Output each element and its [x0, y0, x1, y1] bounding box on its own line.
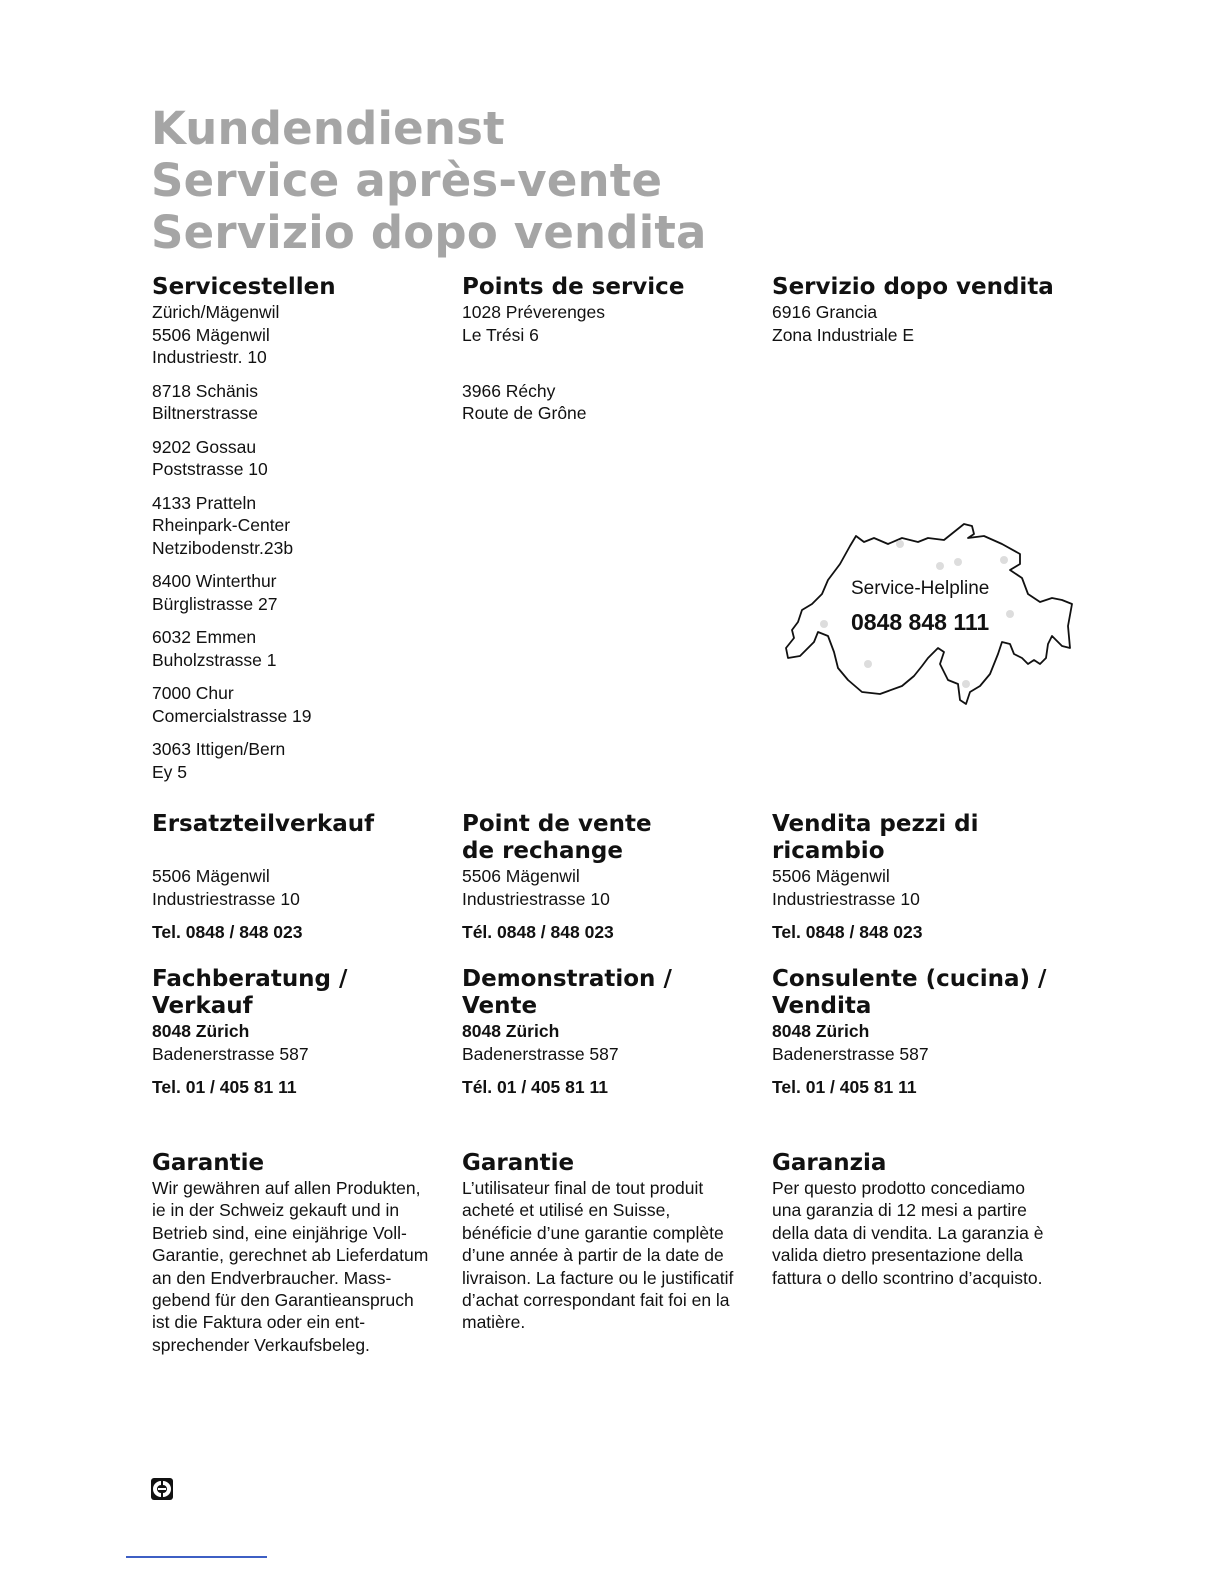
address-line: Zürich/Mägenwil — [152, 302, 280, 322]
consult-de-section — [152, 966, 452, 1099]
section-heading: Demonstration / — [462, 966, 672, 992]
parts-fr-section — [462, 811, 762, 944]
warranty-it-section — [772, 1150, 1072, 1289]
address-line: 3063 Ittigen/Bern — [152, 739, 286, 759]
section-heading: Servizio dopo vendita — [772, 274, 1054, 300]
address-block — [152, 436, 452, 481]
warranty-de-section — [152, 1150, 452, 1356]
phone-number: Tel. 01 / 405 81 11 — [772, 1077, 917, 1097]
address-line: Comercialstrasse 19 — [152, 705, 312, 726]
address-block — [152, 738, 452, 783]
section-heading: Servicestellen — [152, 274, 336, 300]
section-heading-spacer — [152, 838, 452, 865]
address-block — [462, 301, 762, 346]
address-line: Ey 5 — [152, 761, 188, 782]
service-location-dot — [864, 660, 872, 668]
phone-number: Tel. 0848 / 848 023 — [772, 922, 923, 942]
section-heading: Ersatzteilverkauf — [152, 811, 375, 837]
address-line: 6916 Grancia — [772, 302, 878, 322]
section-heading: Garantie — [462, 1150, 575, 1176]
phone-number: Tel. 01 / 405 81 11 — [152, 1077, 297, 1097]
address-block — [152, 380, 452, 425]
address-block — [772, 301, 1072, 346]
address-line: 5506 Mägenwil — [152, 866, 270, 886]
service-location-dot — [962, 680, 970, 688]
address-line: Buholzstrasse 1 — [152, 649, 277, 670]
address-line: 4133 Pratteln — [152, 492, 257, 513]
warranty-fr-section — [462, 1150, 762, 1334]
title-line-it: Servizio dopo vendita — [151, 206, 707, 259]
address-line: 9202 Gossau — [152, 436, 257, 457]
address-city: 8048 Zürich — [462, 1021, 560, 1041]
address-line: 7000 Chur — [152, 683, 234, 703]
service-location-dot — [1006, 610, 1014, 618]
section-heading: Garanzia — [772, 1150, 887, 1176]
address-line: Biltnerstrasse — [152, 403, 259, 423]
address-city: 8048 Zürich — [152, 1021, 250, 1041]
warranty-text: Per questo prodotto concediamo una garanzia di 12 mesi a partire della data di vendita. La garanzia è valida dietro presentazione della fattura o dello scontrino d’acquisto. — [772, 1178, 1044, 1288]
section-heading: de rechange — [462, 838, 623, 864]
title-line-de: Kundendienst — [151, 102, 505, 155]
parts-it-section — [772, 811, 1072, 944]
address-line: Zona Industriale E — [772, 324, 915, 345]
section-heading: Vendita — [772, 993, 872, 1019]
address-block — [152, 301, 452, 369]
helpline-number: 0848 848 111 — [851, 609, 990, 635]
address-line: Route de Grône — [462, 403, 587, 423]
section-heading: Verkauf — [152, 993, 253, 1019]
section-heading: Fachberatung / — [152, 966, 348, 992]
address-line: Netzibodenstr.23b — [152, 537, 294, 558]
section-heading: Vente — [462, 993, 538, 1019]
address-line: Badenerstrasse 587 — [152, 1043, 309, 1064]
title-line-fr: Service après-vente — [151, 154, 663, 207]
warranty-text: L’utilisateur final de tout produit acheté et utilisé en Suisse, bénéficie d’une garantie complète d’une année à partir de la date de livraison. La facture ou le justificatif d’achat correspondant fait foi en la matière. — [462, 1178, 734, 1333]
address-block — [152, 626, 452, 671]
address-line: 1028 Préverenges — [462, 302, 606, 322]
section-heading: Garantie — [152, 1150, 265, 1176]
address-line: 6032 Emmen — [152, 627, 257, 647]
address-line: Industriestrasse 10 — [152, 888, 300, 909]
helpline-label: Service-Helpline — [851, 578, 990, 599]
address-line: Rheinpark-Center — [152, 515, 291, 535]
address-line: 8400 Winterthur — [152, 571, 277, 591]
address-line: Industriestr. 10 — [152, 347, 267, 367]
address-line: Industriestrasse 10 — [772, 888, 920, 909]
phone-number: Tél. 01 / 405 81 11 — [462, 1077, 608, 1097]
address-line: 5506 Mägenwil — [462, 866, 580, 886]
phone-number: Tel. 0848 / 848 023 — [152, 922, 303, 942]
section-heading: Consulente (cucina) / — [772, 966, 1047, 992]
service-it-section — [772, 274, 1072, 346]
section-heading: Point de vente — [462, 811, 652, 837]
address-city: 8048 Zürich — [772, 1021, 870, 1041]
footer-rule — [126, 1556, 267, 1558]
warranty-text: Wir gewähren auf allen Produkten, ie in der Schweiz gekauft und in Betrieb sind, eine einjährige Voll- Garantie, gerechnet ab Lieferdatum an den Endverbraucher. Mass- gebend für den Garantieanspruch ist die Faktura oder ein ent- sprechender Verkaufsbeleg. — [152, 1178, 429, 1355]
consult-fr-section — [462, 966, 762, 1099]
service-location-dot — [954, 558, 962, 566]
address-line: Le Trési 6 — [462, 324, 539, 345]
service-fr-section — [462, 274, 762, 425]
address-line: 5506 Mägenwil — [152, 324, 270, 345]
address-block — [152, 492, 452, 560]
address-block — [462, 380, 762, 425]
service-location-dot — [896, 540, 904, 548]
address-line: Poststrasse 10 — [152, 459, 268, 479]
address-line: 5506 Mägenwil — [772, 866, 890, 886]
phone-number: Tél. 0848 / 848 023 — [462, 922, 614, 942]
section-heading: Vendita pezzi di — [772, 811, 979, 837]
service-location-dot — [936, 562, 944, 570]
service-de-section — [152, 274, 452, 783]
consult-it-section — [772, 966, 1072, 1099]
address-line: 3966 Réchy — [462, 380, 556, 401]
address-line: Badenerstrasse 587 — [462, 1043, 619, 1064]
section-heading: ricambio — [772, 838, 885, 864]
service-location-dot — [1000, 556, 1008, 564]
section-heading: Points de service — [462, 274, 685, 300]
address-block — [152, 570, 452, 615]
electrolux-logo-icon — [151, 1478, 173, 1500]
address-line: Bürglistrasse 27 — [152, 593, 278, 614]
address-line: Industriestrasse 10 — [462, 888, 610, 909]
service-location-dot — [820, 620, 828, 628]
address-block — [152, 682, 452, 727]
parts-de-section — [152, 811, 452, 944]
page-title — [151, 103, 707, 259]
address-line: Badenerstrasse 587 — [772, 1043, 929, 1064]
address-line: 8718 Schänis — [152, 380, 259, 401]
